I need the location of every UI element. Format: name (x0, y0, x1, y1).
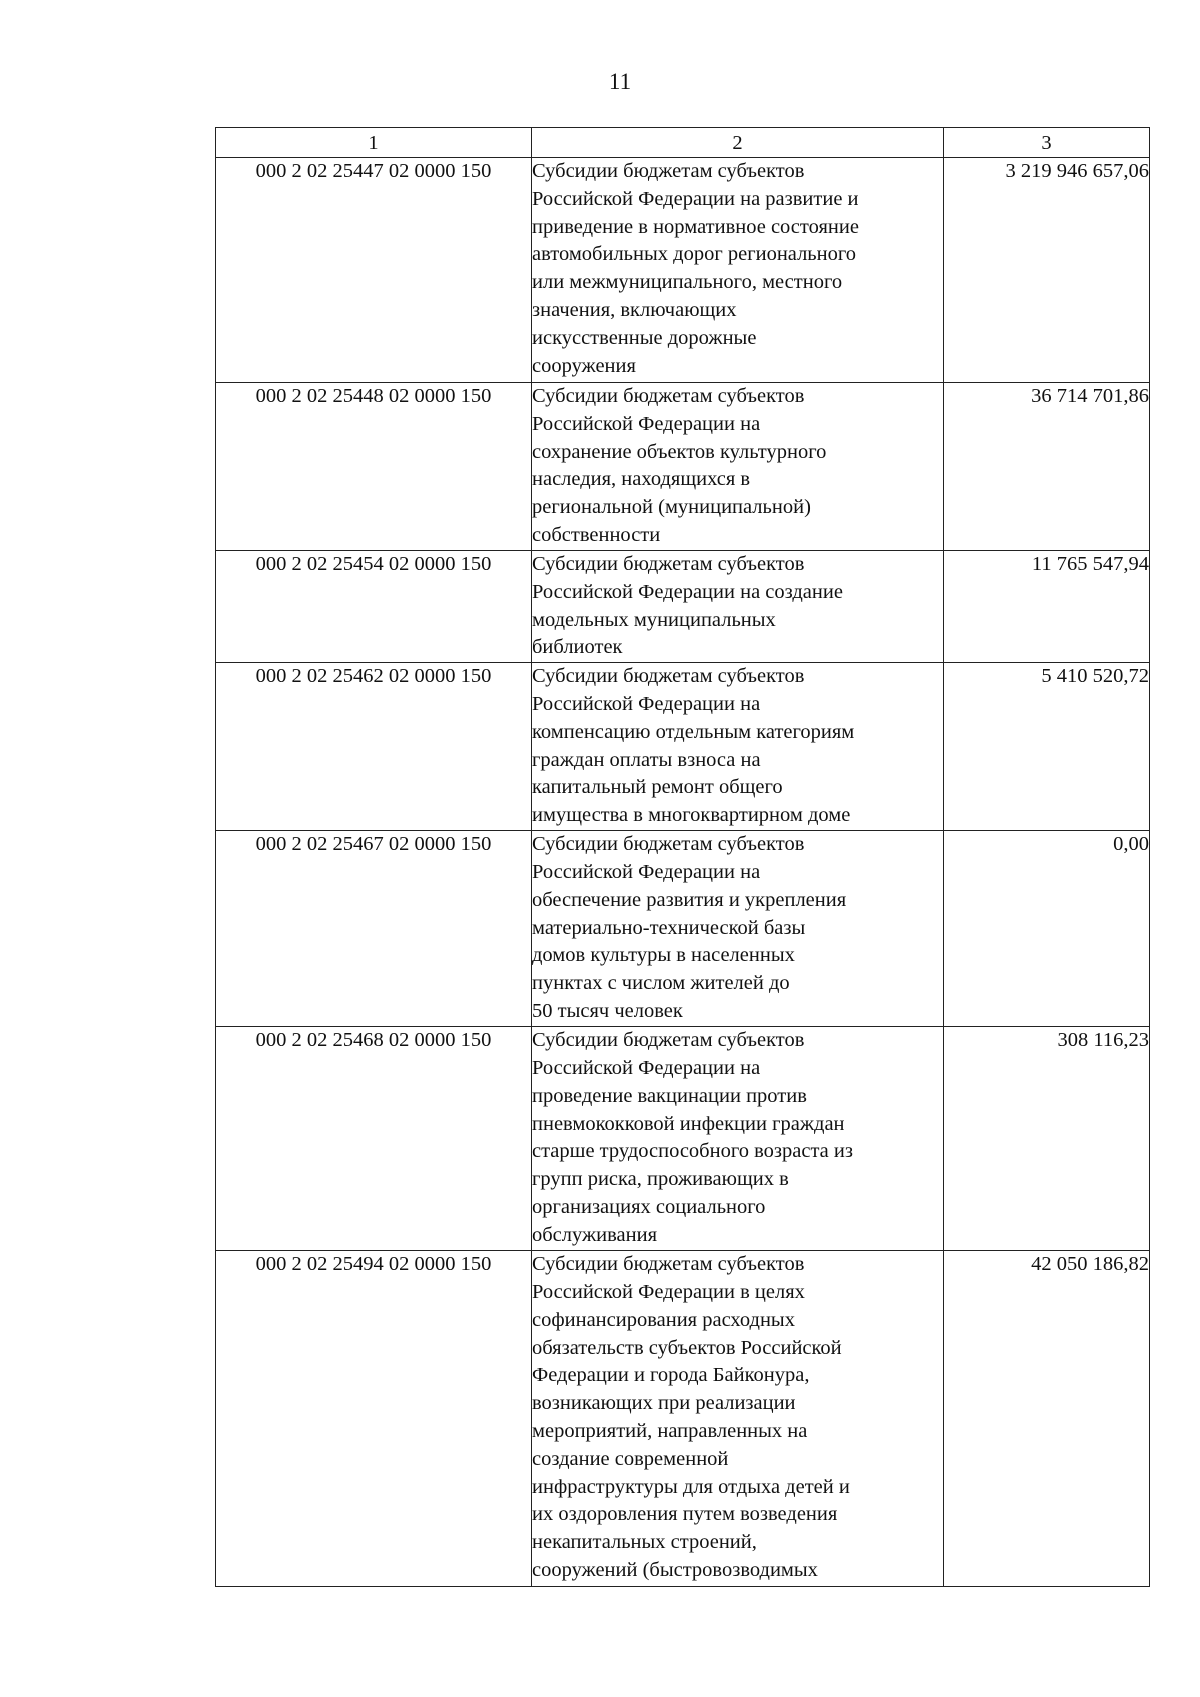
amount-cell: 5 410 520,72 (944, 663, 1150, 831)
table-row (216, 383, 1150, 551)
header-column-description: 2 (532, 128, 944, 158)
table-row (216, 158, 1150, 383)
amount-cell: 36 714 701,86 (944, 383, 1150, 551)
table-row (216, 1027, 1150, 1251)
amount-cell: 11 765 547,94 (944, 551, 1150, 663)
budget-code-cell: 000 2 02 25462 02 0000 150 (216, 663, 532, 831)
amount-cell: 0,00 (944, 831, 1150, 1027)
budget-table (215, 127, 1150, 1587)
description-cell: Субсидии бюджетам субъектов Российской Федерации на развитие и приведение в нормативное состояние автомобильных дорог регионального или межмуниципального, местного значения, включающих искусственные дорожные сооружения (532, 158, 944, 383)
budget-code-cell: 000 2 02 25448 02 0000 150 (216, 383, 532, 551)
description-cell: Субсидии бюджетам субъектов Российской Федерации в целях софинансирования расходных обязательств субъектов Российской Федерации и города Байконура, возникающих при реализации мероприятий, направленных на создание современной инфраструктуры для отдыха детей и их оздоровления путем возведения некапитальных строений, сооружений (быстровозводимых (532, 1251, 944, 1587)
table-header-row (216, 128, 1150, 158)
table-row (216, 663, 1150, 831)
header-column-amount: 3 (944, 128, 1150, 158)
page-number: 11 (608, 69, 632, 94)
table-row (216, 551, 1150, 663)
budget-code-cell: 000 2 02 25447 02 0000 150 (216, 158, 532, 383)
description-cell: Субсидии бюджетам субъектов Российской Федерации на компенсацию отдельным категориям граждан оплаты взноса на капитальный ремонт общего имущества в многоквартирном доме (532, 663, 944, 831)
amount-cell: 3 219 946 657,06 (944, 158, 1150, 383)
amount-cell: 308 116,23 (944, 1027, 1150, 1251)
budget-code-cell: 000 2 02 25468 02 0000 150 (216, 1027, 532, 1251)
description-cell: Субсидии бюджетам субъектов Российской Федерации на проведение вакцинации против пневмококковой инфекции граждан старше трудоспособного возраста из групп риска, проживающих в организациях социального обслуживания (532, 1027, 944, 1251)
description-cell: Субсидии бюджетам субъектов Российской Федерации на обеспечение развития и укрепления материально-технической базы домов культуры в населенных пунктах с числом жителей до 50 тысяч человек (532, 831, 944, 1027)
description-cell: Субсидии бюджетам субъектов Российской Федерации на сохранение объектов культурного наследия, находящихся в региональной (муниципальной) собственности (532, 383, 944, 551)
description-cell: Субсидии бюджетам субъектов Российской Федерации на создание модельных муниципальных библиотек (532, 551, 944, 663)
budget-code-cell: 000 2 02 25467 02 0000 150 (216, 831, 532, 1027)
table-row (216, 831, 1150, 1027)
budget-code-cell: 000 2 02 25454 02 0000 150 (216, 551, 532, 663)
table-row (216, 1251, 1150, 1587)
header-column-code: 1 (216, 128, 532, 158)
amount-cell: 42 050 186,82 (944, 1251, 1150, 1587)
budget-code-cell: 000 2 02 25494 02 0000 150 (216, 1251, 532, 1587)
